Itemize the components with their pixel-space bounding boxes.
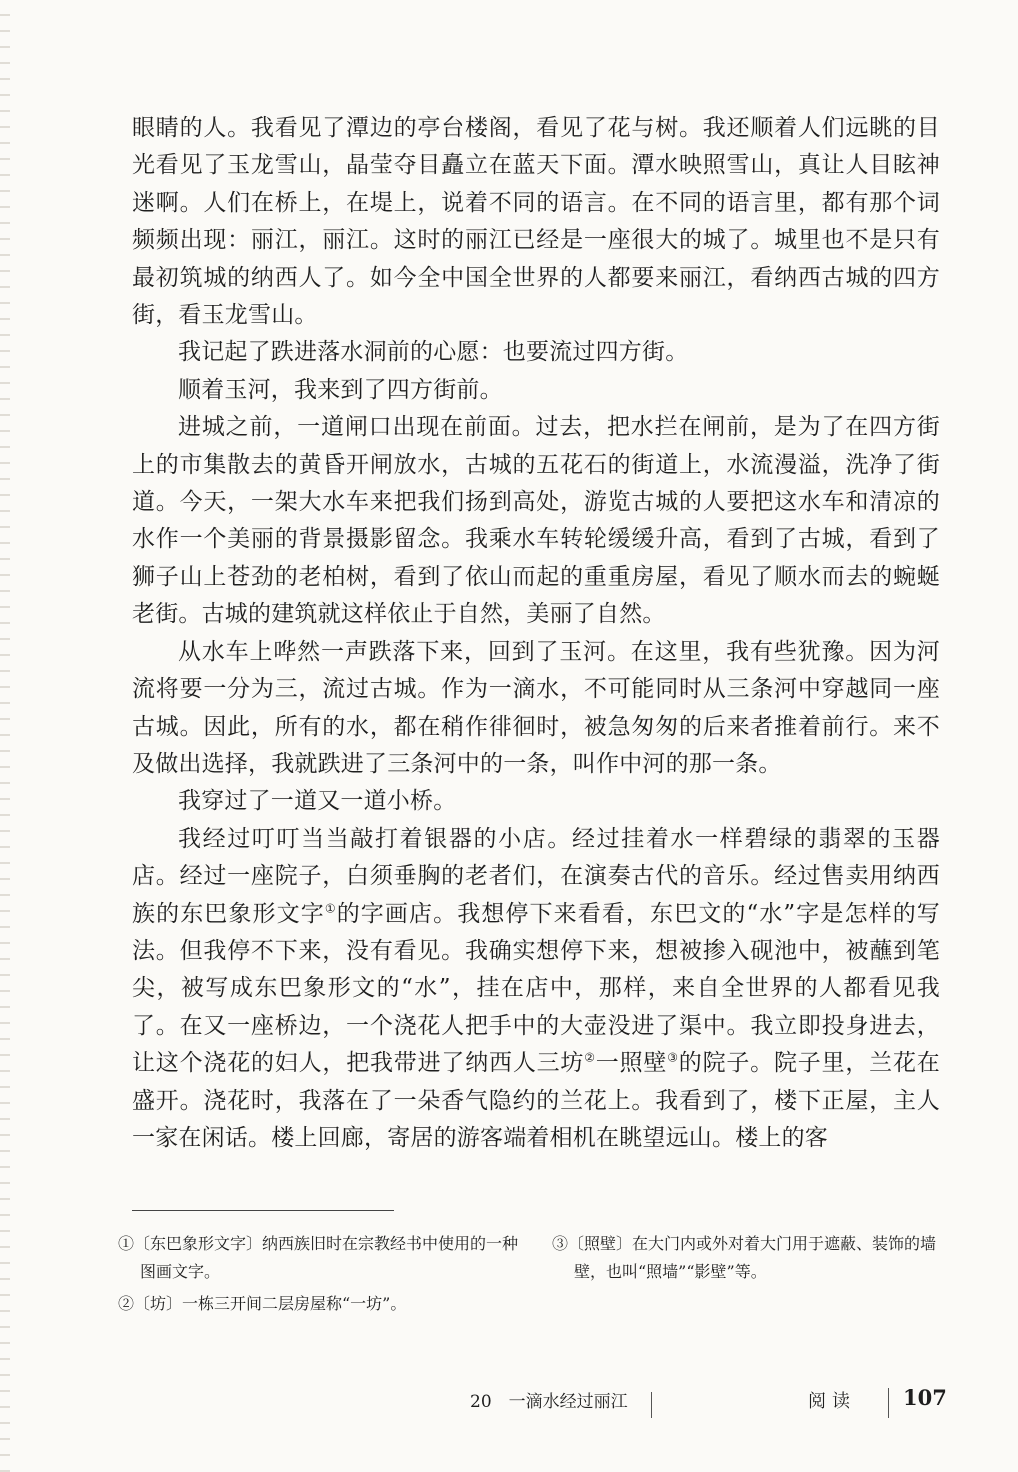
paragraph: 我记起了跌进落水洞前的心愿：也要流过四方街。	[178, 339, 689, 366]
footer-section-label: 阅读	[808, 1391, 856, 1412]
paragraph: 进城之前，一道闸口出现在前面。过去，把水拦在闸前，是为了在四方街上的市集散去的黄昏开闸放水，古城的五花石的街道上，水流漫溢，洗净了街道。今天，一架大水车来把我们扬到高处，游览古城的人要把这水车和清凉的水作一个美丽的背景摄影留念。我乘水车转轮缓缓升高，看到了古城，看到了狮子山上苍劲的老柏树，看到了依山而起的重重房屋，看见了顺水而去的蜿蜒老街。古城的建筑就这样依止于自然，美丽了自然。	[132, 414, 940, 628]
page-number: 107	[903, 1385, 947, 1410]
footnotes-right	[552, 1230, 952, 1290]
paragraph: 从水车上哗然一声跌落下来，回到了玉河。在这里，我有些犹豫。因为河流将要一分为三，流过古城。作为一滴水，不可能同时从三条河中穿越同一座古城。因此，所有的水，都在稍作徘徊时，被急匆匆的后来者推着前行。来不及做出选择，我就跌进了三条河中的一条，叫作中河的那一条。	[132, 638, 940, 777]
paragraph-segment: 我经过叮叮当当敲打着银器的小店。经过挂着水一样碧绿的翡翠的玉器店。经过一座院子，白须垂胸的老者们，在演奏古代的音乐。经过售卖用纳西族的东巴象形文字	[132, 825, 940, 927]
footnote-3: ③〔照壁〕在大门内或外对着大门用于遮蔽、装饰的墙壁，也叫“照墙”“影壁”等。	[552, 1234, 937, 1281]
paragraph: 我穿过了一道又一道小桥。	[178, 788, 457, 815]
footnote-2: ②〔坊〕一栋三开间二层房屋称“一坊”。	[118, 1294, 407, 1313]
footer-divider	[888, 1388, 889, 1418]
scan-edge	[0, 0, 10, 1472]
paragraph-segment: 的字画店。我想停下来看看，东巴文的“水”字是怎样的写法。但我停不下来，没有看见。我确实想停下来，想被掺入砚池中，被蘸到笔尖，被写成东巴象形文的“水”，挂在店中，那样，来自全世界的人都看见我了。在又一座桥边，一个浇花人把手中的大壶没进了渠中。我立即投身进去，让这个浇花的妇人，把我带进了纳西人三坊	[132, 900, 940, 1077]
footnotes-left	[118, 1230, 518, 1322]
paragraph: 顺着玉河，我来到了四方街前。	[178, 376, 503, 403]
paragraph	[132, 821, 940, 1158]
paragraph: 眼睛的人。我看见了潭边的亭台楼阁，看见了花与树。我还顺着人们远眺的目光看见了玉龙雪山，晶莹夺目矗立在蓝天下面。潭水映照雪山，真让人目眩神迷啊。人们在桥上，在堤上，说着不同的语言。在不同的语言里，都有那个词频频出现：丽江，丽江。这时的丽江已经是一座很大的城了。城里也不是只有最初筑城的纳西人了。如今全中国全世界的人都要来丽江，看纳西古城的四方街，看玉龙雪山。	[132, 115, 940, 329]
footnote-marker: ②	[584, 1050, 596, 1065]
footnote-marker: ③	[667, 1050, 679, 1065]
body-text	[132, 110, 940, 1157]
footer-chapter-title: 20 一滴水经过丽江	[470, 1392, 628, 1412]
footnote-rule	[132, 1210, 394, 1211]
footnote-1: ①〔东巴象形文字〕纳西族旧时在宗教经书中使用的一种图画文字。	[118, 1234, 519, 1281]
paragraph-segment: 的院子。院子里，兰花在盛开。浇花时，我落在了一朵香气隐约的兰花上。我看到了，楼下正屋，主人一家在闲话。楼上回廊，寄居的游客端着相机在眺望远山。楼上的客	[132, 1050, 940, 1151]
footnote-marker: ①	[324, 900, 337, 915]
paragraph-segment: 一照壁	[595, 1050, 668, 1077]
footer-divider	[651, 1392, 652, 1418]
